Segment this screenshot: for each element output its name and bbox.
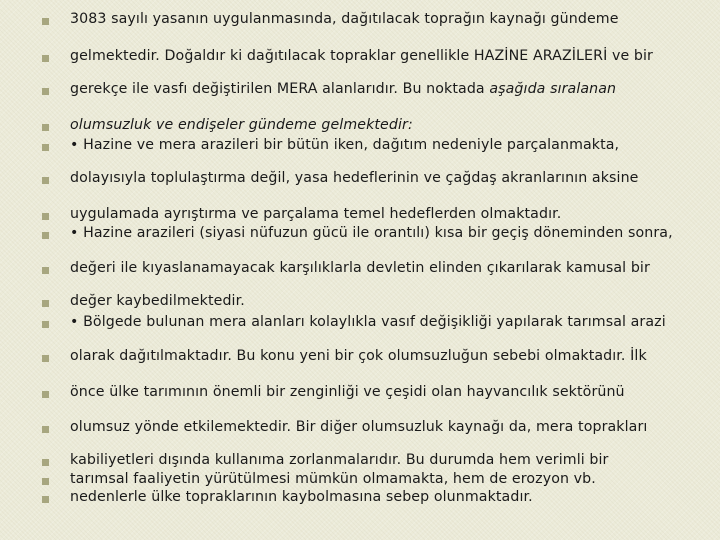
- square-bullet-icon: [42, 459, 49, 466]
- list-item-text: tarımsal faaliyetin yürütülmesi mümkün olmamakta, hem de erozyon vb.: [70, 471, 596, 487]
- list-item-text: uygulamada ayrıştırma ve parçalama temel hedeflerden olmaktadır.: [70, 206, 562, 222]
- square-bullet-icon: [42, 300, 49, 307]
- list-item-text: • Bölgede bulunan mera alanları kolaylıkla vasıf değişikliği yapılarak tarımsal arazi: [70, 314, 666, 330]
- square-bullet-icon: [42, 267, 49, 274]
- list-item-text: dolayısıyla toplulaştırma değil, yasa hedeflerinin ve çağdaş akranlarının aksine: [70, 170, 639, 186]
- list-item-text: değeri ile kıyaslanamayacak karşılıklarla devletin elinden çıkarılarak kamusal bir: [70, 260, 650, 276]
- list-item-text: değer kaybedilmektedir.: [70, 293, 245, 309]
- square-bullet-icon: [42, 177, 49, 184]
- square-bullet-icon: [42, 355, 49, 362]
- list-item-text: 3083 sayılı yasanın uygulanmasında, dağıtılacak toprağın kaynağı gündeme: [70, 11, 619, 27]
- square-bullet-icon: [42, 124, 49, 131]
- square-bullet-icon: [42, 144, 49, 151]
- list-item-text: önce ülke tarımının önemli bir zenginliği ve çeşidi olan hayvancılık sektörünü: [70, 384, 625, 400]
- square-bullet-icon: [42, 213, 49, 220]
- square-bullet-icon: [42, 55, 49, 62]
- list-item-text: olarak dağıtılmaktadır. Bu konu yeni bir çok olumsuzluğun sebebi olmaktadır. İlk: [70, 348, 647, 364]
- square-bullet-icon: [42, 88, 49, 95]
- list-item-text-plain: gerekçe ile vasfı değiştirilen MERA alanlarıdır. Bu noktada: [70, 81, 490, 97]
- list-item-text-italic: aşağıda sıralanan: [489, 81, 617, 97]
- list-item-text: gelmektedir. Doğaldır ki dağıtılacak topraklar genellikle HAZİNE ARAZİLERİ ve bir: [70, 48, 653, 64]
- list-item-text: olumsuz yönde etkilemektedir. Bir diğer olumsuzluk kaynağı da, mera toprakları: [70, 419, 648, 435]
- list-item-text: [70, 83, 690, 95]
- list-item-text: nedenlerle ülke topraklarının kaybolmasına sebep olunmaktadır.: [70, 489, 533, 505]
- square-bullet-icon: [42, 478, 49, 485]
- square-bullet-icon: [42, 18, 49, 25]
- square-bullet-icon: [42, 426, 49, 433]
- list-item-text: olumsuzluk ve endişeler gündeme gelmektedir:: [70, 117, 413, 133]
- list-item-text: • Hazine arazileri (siyasi nüfuzun gücü ile orantılı) kısa bir geçiş döneminden sonra,: [70, 225, 673, 241]
- square-bullet-icon: [42, 321, 49, 328]
- square-bullet-icon: [42, 232, 49, 239]
- list-item-text: kabiliyetleri dışında kullanıma zorlanmalarıdır. Bu durumda hem verimli bir: [70, 452, 609, 468]
- square-bullet-icon: [42, 391, 49, 398]
- list-item-text: • Hazine ve mera arazileri bir bütün iken, dağıtım nedeniyle parçalanmakta,: [70, 137, 620, 153]
- square-bullet-icon: [42, 496, 49, 503]
